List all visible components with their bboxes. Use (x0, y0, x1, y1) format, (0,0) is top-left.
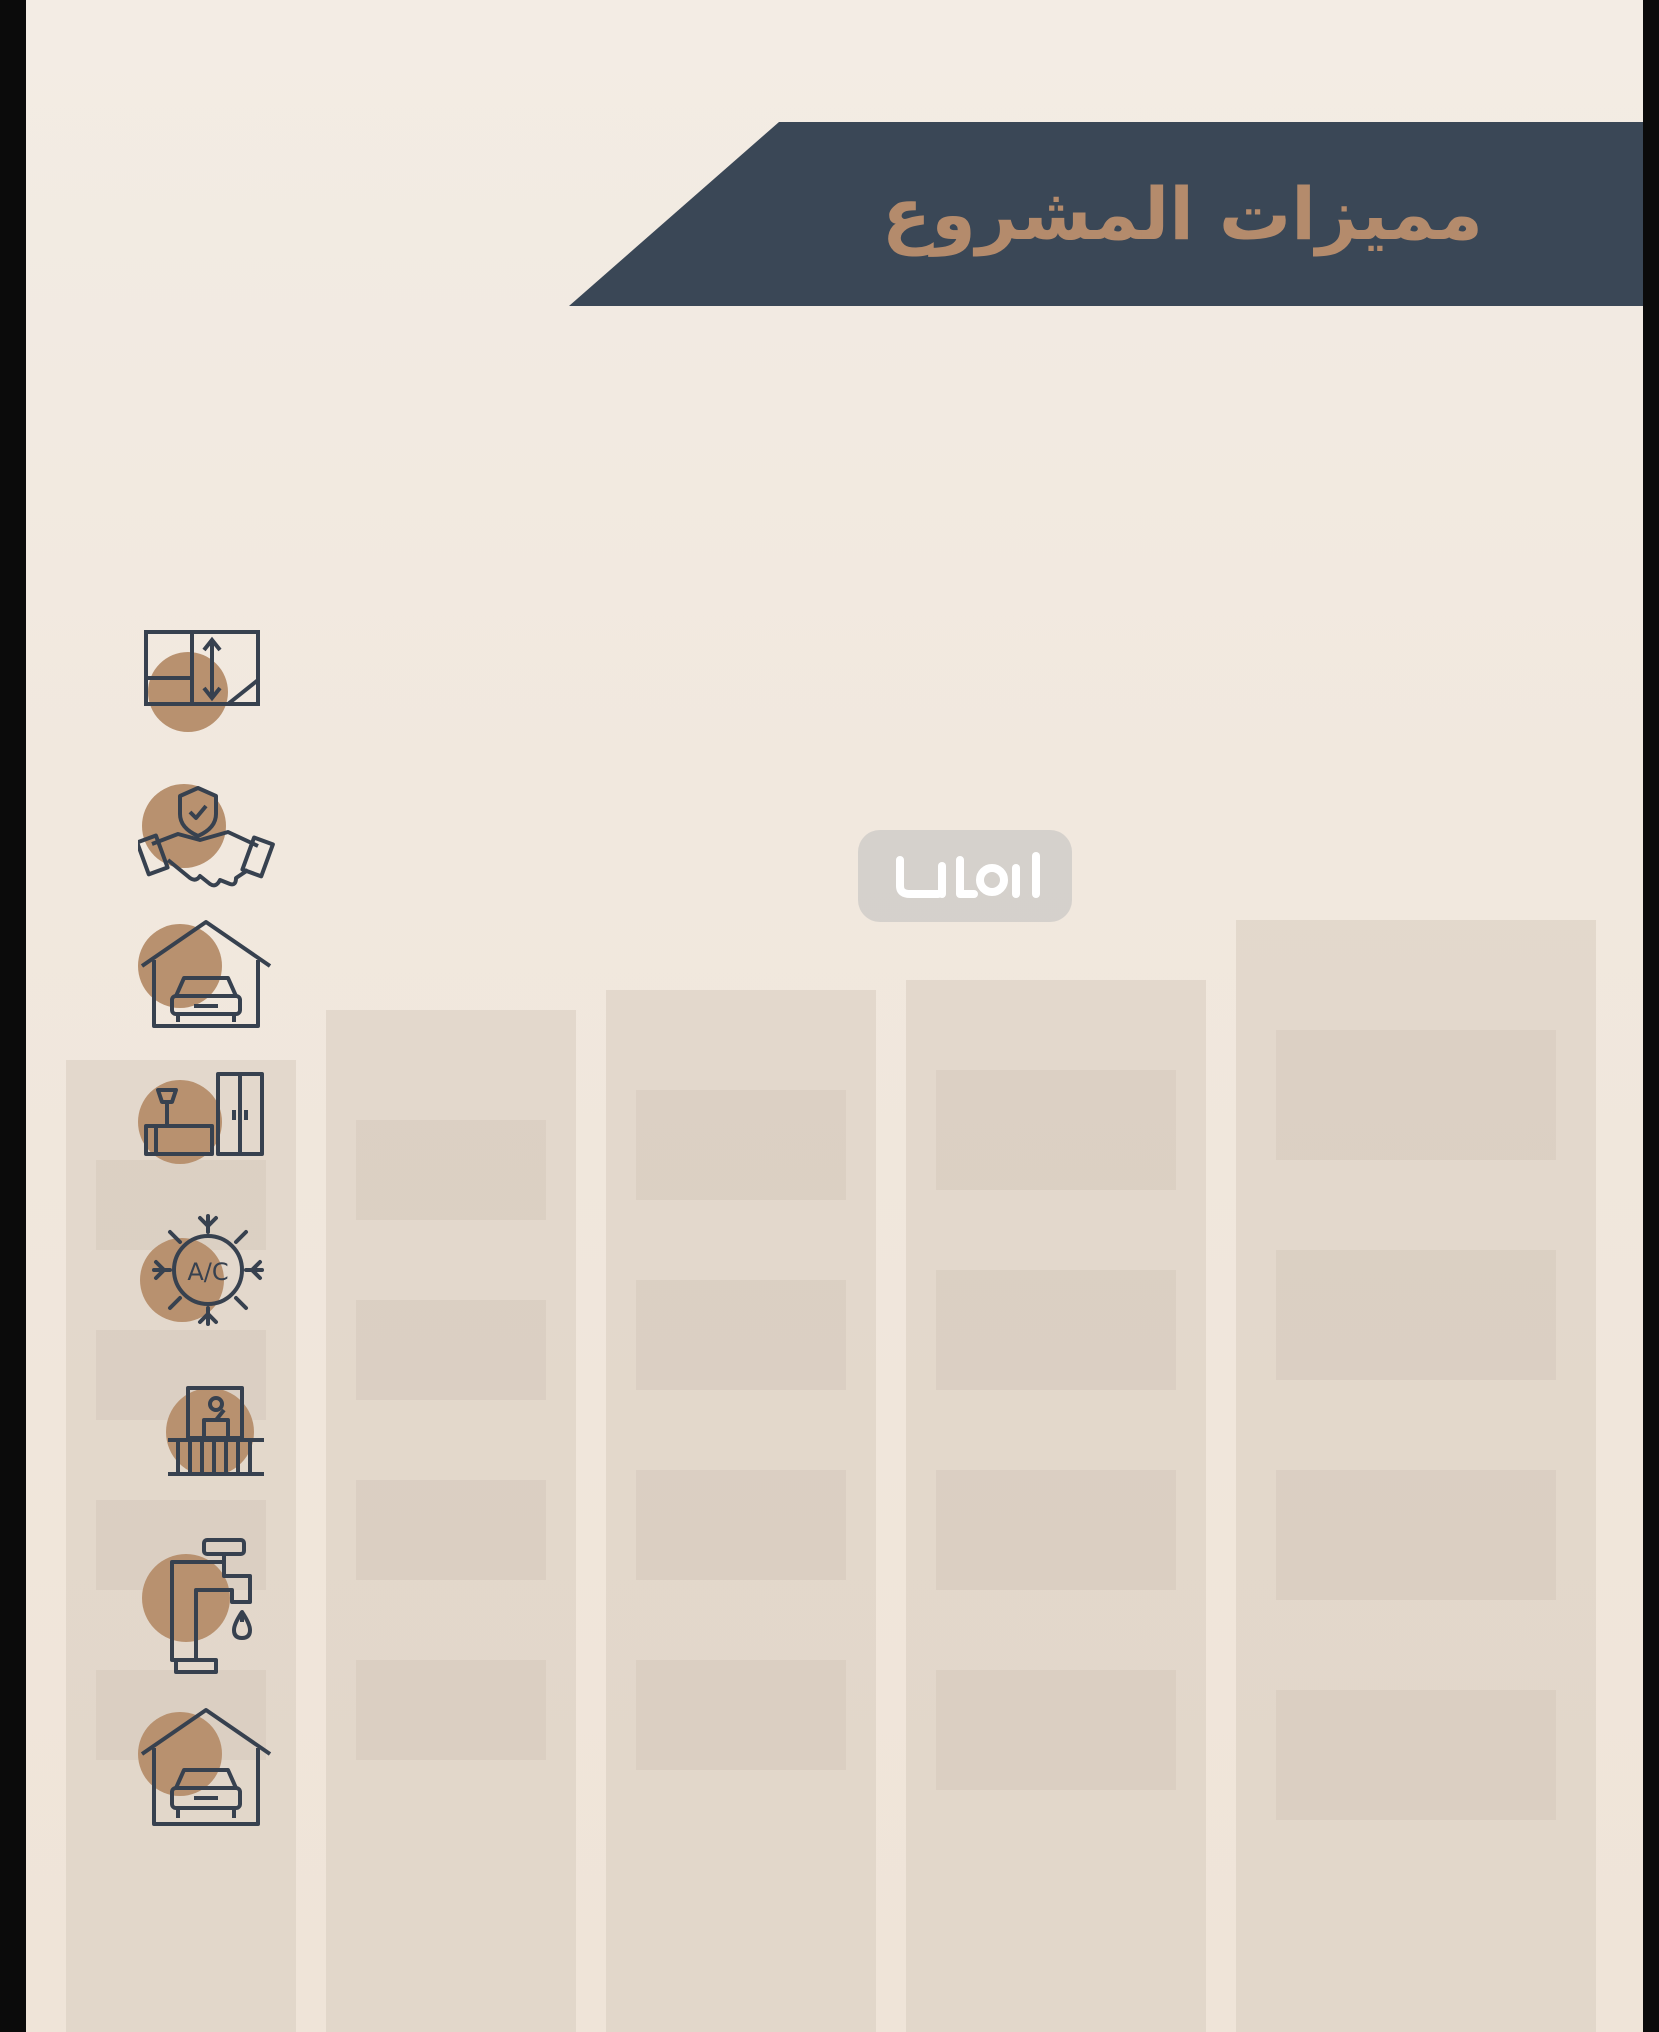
balcony-icon (164, 1384, 304, 1524)
air-conditioner-icon (138, 1212, 278, 1352)
furniture-wardrobe-icon (136, 1070, 276, 1210)
svg-text:A/C: A/C (187, 1258, 229, 1286)
features-list (26, 0, 1643, 2032)
high-ceiling-icon (136, 620, 276, 760)
page-title: مميزات المشروع (881, 172, 1483, 256)
faucet-icon (142, 1536, 282, 1676)
page-canvas (26, 0, 1643, 2032)
car-garage-icon (136, 916, 276, 1056)
driver-room-garage-icon (136, 1704, 276, 1844)
handshake-shield-icon (138, 774, 278, 914)
